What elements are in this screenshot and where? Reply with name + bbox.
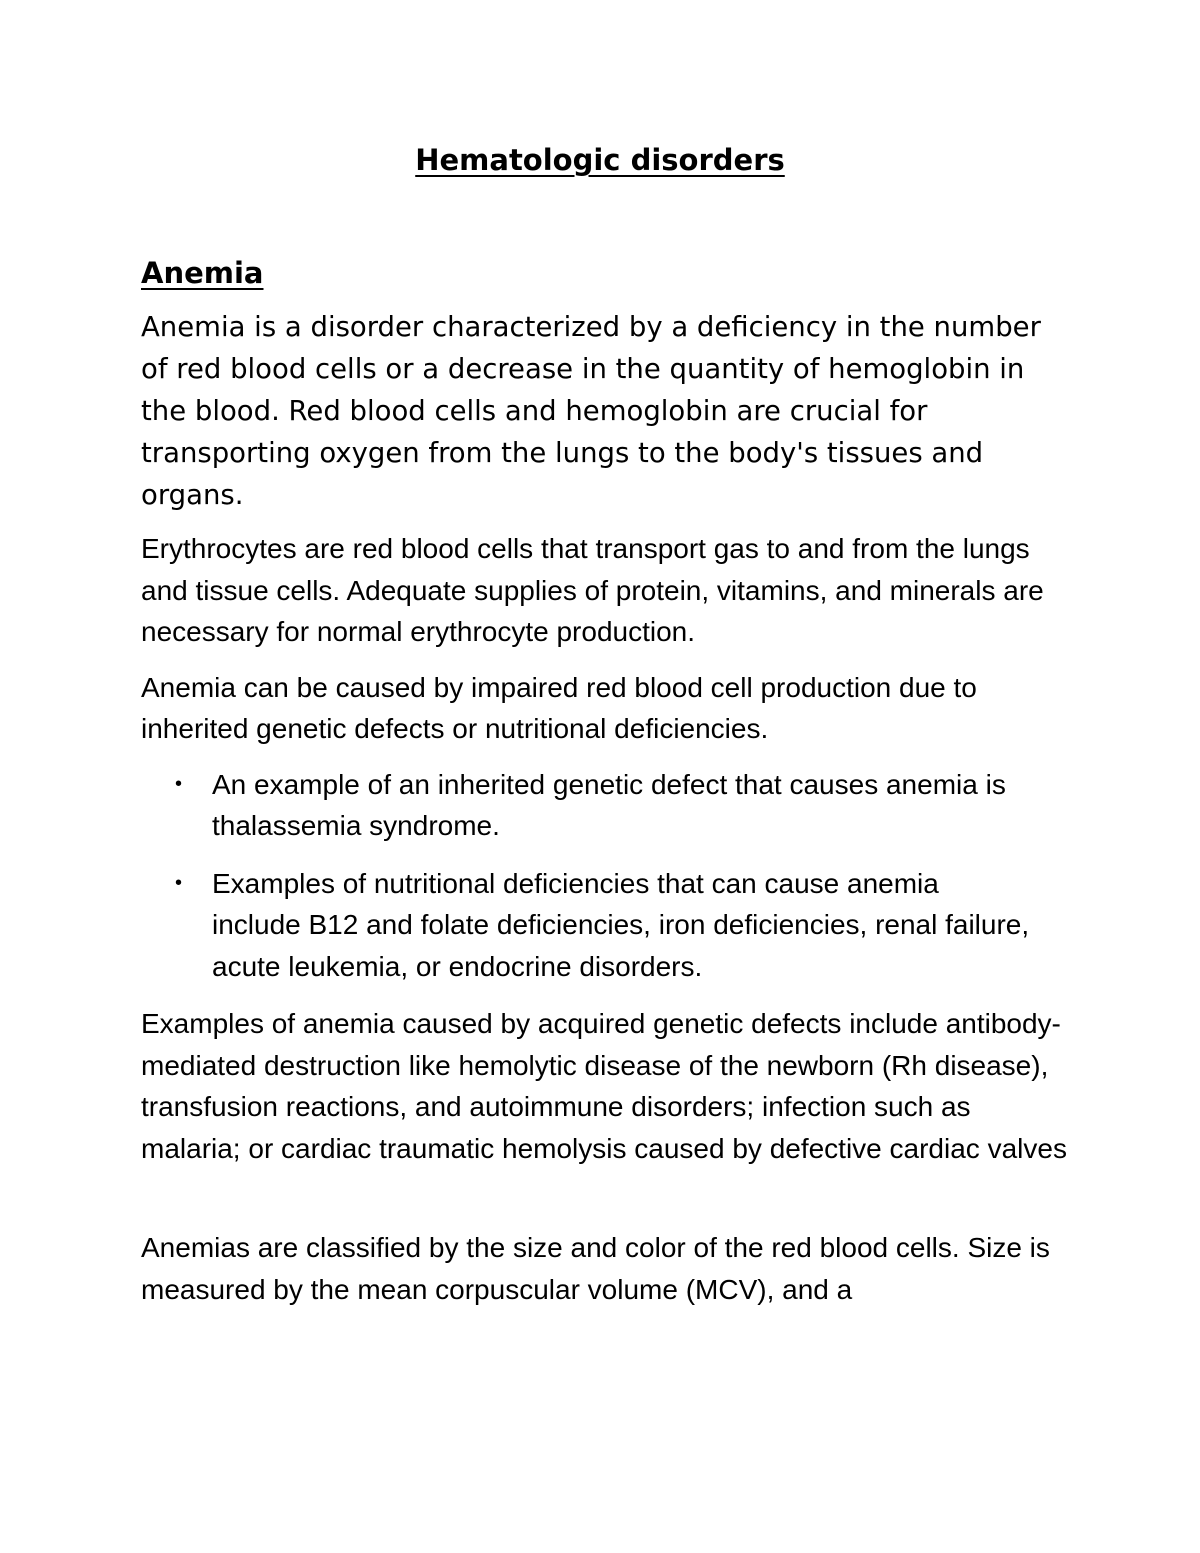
section-heading-anemia: Anemia	[141, 256, 264, 290]
document-body	[141, 252, 1071, 1324]
bullet-icon: •	[175, 772, 183, 795]
list-item	[141, 764, 1032, 847]
list-item-text: An example of an inherited genetic defect that causes anemia is thalassemia syndrome.	[212, 768, 1006, 841]
paragraph-anemia-definition: Anemia is a disorder characterized by a deficiency in the number of red blood cells or a decrease in the quantity of hemoglobin in the blood. Red blood cells and hemoglobin are crucial for transporting oxygen from the lungs to the body's tissues and organs.	[141, 311, 1041, 511]
paragraph-classification: Anemias are classified by the size and color of the red blood cells. Size is measured by the mean corpuscular volume (MCV), and a	[141, 1232, 1050, 1305]
list-item-text: Examples of nutritional deficiencies that can cause anemia include B12 and folate deficiencies, iron deficiencies, renal failure, acute leukemia, or endocrine disorders.	[212, 867, 1030, 982]
paragraph-anemia-causes: Anemia can be caused by impaired red blood cell production due to inherited genetic defects or nutritional deficiencies.	[141, 671, 977, 744]
blank-line	[141, 1183, 1071, 1227]
paragraph-erythrocytes: Erythrocytes are red blood cells that transport gas to and from the lungs and tissue cells. Adequate supplies of protein, vitamins, and minerals are necessary for normal erythrocyte production.	[141, 533, 1044, 647]
bullet-list	[141, 764, 1071, 988]
list-item	[141, 863, 1032, 988]
document-title: Hematologic disorders	[415, 143, 785, 177]
paragraph-acquired-defects: Examples of anemia caused by acquired genetic defects include antibody-mediated destruction like hemolytic disease of the newborn (Rh disease), transfusion reactions, and autoimmune disorders; infection such as malaria; or cardiac traumatic hemolysis caused by defective cardiac valves	[141, 1008, 1067, 1164]
bullet-icon: •	[175, 871, 183, 894]
